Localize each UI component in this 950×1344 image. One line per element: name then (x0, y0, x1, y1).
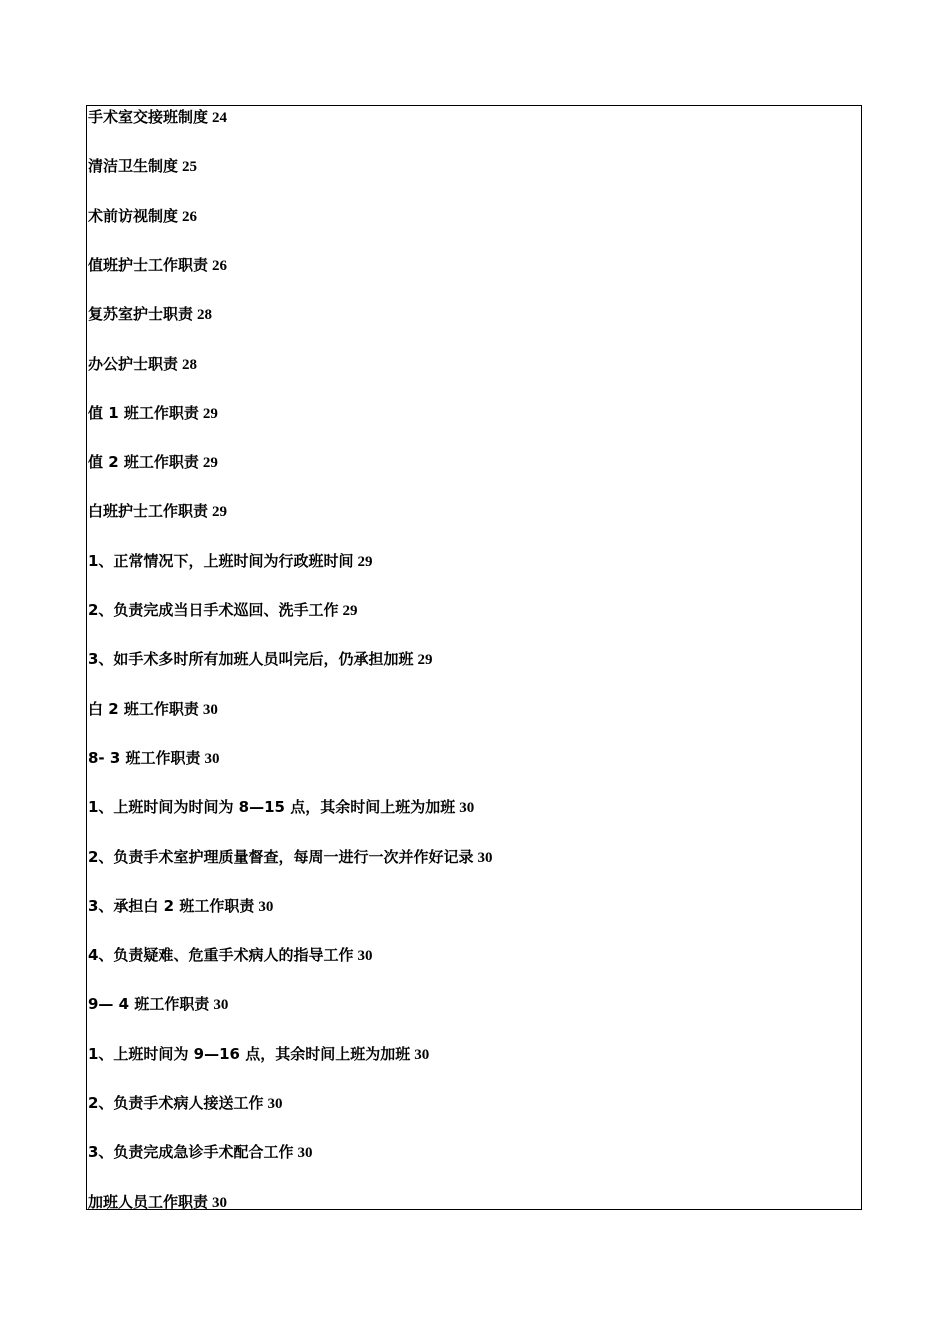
toc-entry-title: 3、如手术多时所有加班人员叫完后，仍承担加班 (88, 650, 414, 669)
toc-entry[interactable] (88, 747, 220, 769)
toc-entry[interactable] (88, 895, 273, 917)
toc-entry[interactable] (88, 106, 227, 128)
toc-entry-page-number: 30 (477, 849, 493, 866)
toc-entry-title: 4、负责疑难、危重手术病人的指导工作 (88, 946, 354, 965)
toc-entry-title: 2、负责手术室护理质量督查，每周一进行一次并作好记录 (88, 847, 474, 866)
toc-entry-page-number: 30 (204, 750, 220, 767)
toc-entry-title: 白 2 班工作职责 (88, 699, 199, 718)
toc-entry-title: 3、负责完成急诊手术配合工作 (88, 1143, 294, 1162)
toc-entry[interactable] (88, 993, 228, 1015)
toc-entry[interactable] (88, 155, 197, 177)
toc-entry-page-number: 29 (417, 652, 433, 669)
toc-entry-title: 1、正常情况下，上班时间为行政班时间 (88, 551, 354, 570)
toc-entry-page-number: 29 (212, 504, 228, 521)
toc-entry-title: 手术室交接班制度 (88, 108, 209, 126)
toc-entry-page-number: 30 (258, 898, 274, 915)
toc-entry-title: 1、上班时间为 9—16 点，其余时间上班为加班 (88, 1044, 411, 1063)
toc-entry-page-number: 30 (212, 1194, 228, 1211)
toc-entry-title: 白班护士工作职责 (88, 502, 209, 521)
toc-entry-page-number: 30 (202, 701, 218, 718)
toc-entry-title: 8- 3 班工作职责 (88, 748, 201, 767)
toc-entry[interactable] (88, 796, 474, 818)
toc-entry-page-number: 30 (357, 948, 373, 965)
toc-entry[interactable] (88, 1043, 429, 1065)
toc-entry[interactable] (88, 1092, 282, 1114)
toc-entry-page-number: 28 (197, 307, 213, 324)
toc-entry-page-number: 30 (414, 1046, 430, 1063)
toc-entry-title: 值 2 班工作职责 (88, 453, 199, 472)
toc-entry-page-number: 28 (182, 356, 198, 373)
toc-entry-page-number: 30 (297, 1145, 313, 1162)
toc-entry-page-number: 29 (342, 603, 358, 619)
toc-entry[interactable] (88, 353, 197, 375)
toc-entry-page-number: 30 (459, 800, 475, 817)
toc-entry-title: 值班护士工作职责 (88, 255, 209, 274)
toc-entry-page-number: 29 (202, 455, 218, 472)
toc-entry-page-number: 29 (357, 553, 373, 570)
toc-entry[interactable] (88, 648, 432, 670)
toc-entry[interactable] (88, 846, 492, 868)
toc-entry-page-number: 24 (212, 110, 228, 126)
toc-entry-title: 9— 4 班工作职责 (88, 995, 210, 1014)
toc-entry-title: 清洁卫生制度 (88, 157, 179, 176)
toc-entry-page-number: 25 (182, 159, 198, 176)
toc-entry[interactable] (88, 500, 227, 522)
toc-entry[interactable] (88, 303, 212, 325)
toc-entry-page-number: 30 (267, 1096, 283, 1112)
toc-entry[interactable] (88, 1191, 227, 1213)
toc-entry[interactable] (88, 550, 372, 572)
toc-entry-page-number: 29 (202, 405, 218, 422)
toc-entry[interactable] (88, 698, 218, 720)
toc-entry[interactable] (88, 402, 218, 424)
toc-entry-title: 术前访视制度 (88, 206, 179, 225)
toc-entry[interactable] (88, 205, 197, 227)
toc-frame (86, 105, 862, 1210)
toc-entry[interactable] (88, 1141, 312, 1163)
toc-entry-title: 办公护士职责 (88, 354, 179, 373)
toc-entry-title: 值 1 班工作职责 (88, 403, 199, 422)
toc-entry-title: 1、上班时间为时间为 8—15 点，其余时间上班为加班 (88, 798, 456, 817)
toc-entry-title: 加班人员工作职责 (88, 1192, 209, 1211)
toc-entry-title: 2、负责手术病人接送工作 (88, 1094, 264, 1112)
toc-entry[interactable] (88, 254, 227, 276)
toc-entry-page-number: 30 (213, 997, 229, 1014)
toc-entry-title: 复苏室护士职责 (88, 305, 194, 324)
toc-entry[interactable] (88, 451, 218, 473)
toc-entry-page-number: 26 (212, 257, 228, 274)
toc-entry[interactable] (88, 599, 357, 621)
toc-entry[interactable] (88, 944, 372, 966)
toc-entry-title: 2、负责完成当日手术巡回、洗手工作 (88, 601, 339, 619)
toc-entry-page-number: 26 (182, 208, 198, 225)
toc-entry-title: 3、承担白 2 班工作职责 (88, 896, 255, 915)
